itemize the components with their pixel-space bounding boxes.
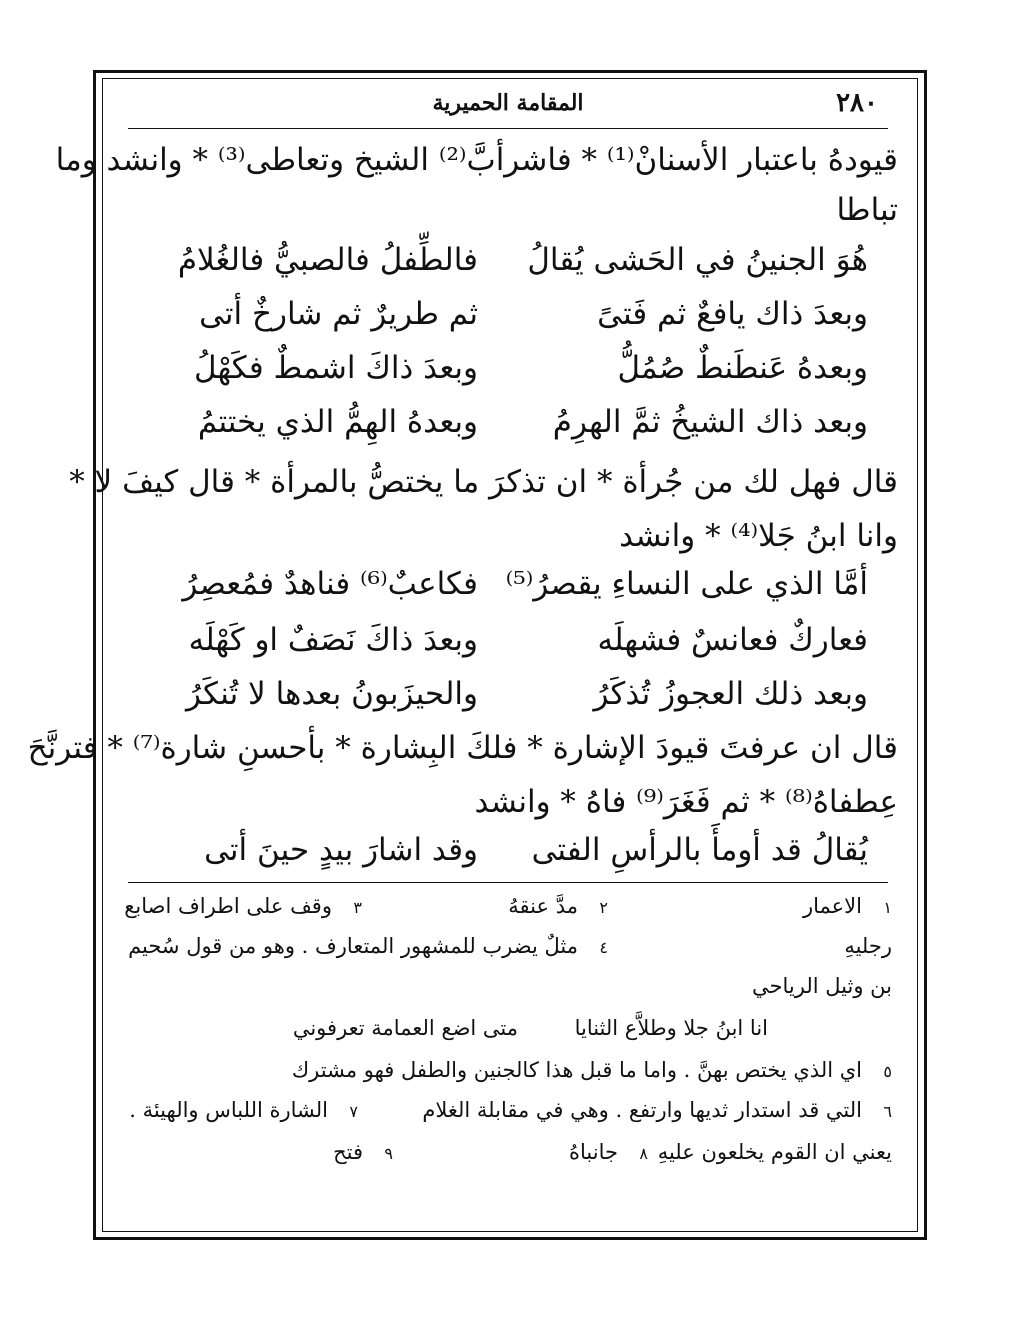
- verse-hemistich-second: فالطِّفلُ فالصبيُّ فالغُلامُ: [177, 242, 478, 278]
- footnote-text: فتح: [333, 1140, 363, 1164]
- footnote-number: ٩: [384, 1144, 393, 1163]
- footnote-text: اي الذي يختص بهنَّ . واما ما قبل هذا كالجنين والطفل فهو مشترك: [291, 1058, 862, 1082]
- verse-hemistich-second: وبعدهُ الهِمُّ الذي يختتمُ: [197, 404, 478, 440]
- footnote-row: [118, 1058, 898, 1098]
- verse-hemistich-first: أمَّا الذي على النساءِ يقصرُ⁽⁵⁾: [505, 566, 868, 602]
- page-content: [27, 82, 898, 1222]
- footnote-text: مثلٌ يضرب للمشهور المتعارف . وهو من قول سُحيم: [128, 934, 578, 958]
- footnote-8: [569, 1140, 648, 1164]
- footnote-7-continuation: يعني ان القوم يخلعون عليهِ: [657, 1140, 892, 1164]
- verse-hemistich-second: فكاعبٌ⁽⁶⁾ فناهدٌ فمُعصِرُ: [182, 566, 478, 602]
- footnote-number: ٤: [599, 938, 608, 957]
- prose-line: قال ان عرفتَ قيودَ الإشارة * فلكَ البِشارة * بأحسنِ شارة⁽⁷⁾ * فترنَّحَ: [27, 730, 898, 766]
- verse-hemistich-first: فعاركٌ فعانسٌ فشهلَه: [597, 622, 868, 658]
- prose-line: وانا ابنُ جَلا⁽⁴⁾ * وانشد: [619, 518, 898, 554]
- page-number: ٢٨٠: [836, 88, 878, 118]
- verse-hemistich-first: وبعدهُ عَنطَنطٌ صُمُلُّ: [617, 350, 868, 386]
- verse-line: [148, 242, 868, 286]
- footnote-rule: [128, 882, 888, 883]
- footnote-4-continuation: [118, 974, 898, 998]
- prose-line: عِطفاهُ⁽⁸⁾ * ثم فَغَرَ⁽⁹⁾ فاهُ * وانشد: [474, 784, 898, 820]
- verse-hemistich-second: والحيزَبونُ بعدها لا تُنكَرُ: [185, 676, 478, 712]
- footnote-row: [118, 934, 898, 974]
- footnote-number: ٦: [883, 1102, 892, 1121]
- verse-line: [148, 404, 868, 448]
- verse-hemistich-first: هُوَ الجنينُ في الحَشى يُقالُ: [527, 242, 868, 278]
- verse-line: [148, 622, 868, 666]
- footnote-7: [129, 1098, 358, 1122]
- footnote-text: الاعمار: [802, 894, 862, 918]
- verse-line: [148, 296, 868, 340]
- verse-hemistich-second: وبعدَ ذاكَ نَصَفٌ او كَهْلَه: [188, 622, 478, 658]
- verse-hemistich-first: وبعدَ ذاك يافعٌ ثم فَتىً: [597, 296, 868, 332]
- footnote-number: ٢: [599, 898, 608, 917]
- footnote-number: ٧: [349, 1102, 358, 1121]
- footnote-3: [124, 894, 362, 918]
- verse-hemistich-first: وبعد ذلك العجوزُ تُذكَرُ: [593, 676, 868, 712]
- verse-hemistich-second: متى اضع العمامة تعرفوني: [292, 1016, 518, 1040]
- footnote-row: [118, 894, 898, 934]
- verse-hemistich-first: يُقالُ قد أومأَ بالرأسِ الفتى: [531, 832, 868, 868]
- verse-hemistich-second: ثم طريرٌ ثم شارخٌ أتى: [199, 296, 478, 332]
- footnote-row: [118, 1140, 898, 1180]
- footnote-4: [128, 934, 608, 958]
- footnote-number: ٨: [639, 1144, 648, 1163]
- verse-line: [148, 676, 868, 720]
- footnote-number: ٣: [353, 898, 362, 917]
- footnote-text: الشارة اللباس والهيئة .: [129, 1098, 328, 1122]
- footnote-6: [422, 1098, 892, 1122]
- footnote-text: جانباهُ: [569, 1140, 618, 1164]
- prose-line: قال فهل لك من جُرأة * ان تذكرَ ما يختصُّ بالمرأة * قال كيفَ لا *: [69, 464, 898, 500]
- page-header: [118, 82, 898, 124]
- verse-line: [148, 566, 868, 610]
- verse-line: [148, 350, 868, 394]
- verse-hemistich-first: وبعد ذاك الشيخُ ثمَّ الهرِمُ: [552, 404, 868, 440]
- footnote-5: [292, 1058, 892, 1082]
- footnote-text: وقف على اطراف اصابع: [124, 894, 332, 918]
- footnote-row: [118, 1098, 898, 1138]
- footnote-text: التي قد استدار ثديها وارتفع . وهي في مقابلة الغلام: [422, 1098, 862, 1122]
- footnote-number: ٥: [883, 1062, 892, 1081]
- running-title: المقامة الحميرية: [432, 90, 584, 116]
- verse-hemistich-second: وقد اشارَ بيدٍ حينَ أتى: [204, 832, 478, 868]
- verse-hemistich-first: انا ابنُ جلا وطلاَّع الثنايا: [574, 1016, 768, 1040]
- verse-hemistich-second: وبعدَ ذاكَ اشمطٌ فكَهْلُ: [194, 350, 478, 386]
- footnote-2: [508, 894, 608, 918]
- verse-line: [148, 832, 868, 876]
- footnote-9: [333, 1140, 393, 1164]
- prose-line: تباطا: [836, 192, 898, 228]
- header-rule: [128, 128, 888, 129]
- footnote-1: [803, 894, 892, 918]
- prose-line: قيودهُ باعتبار الأسنانْ⁽¹⁾ * فاشرأبَّ⁽²⁾ الشيخ وتعاطى⁽³⁾ * وانشد وما: [55, 142, 898, 178]
- footnote-text: مدَّ عنقهُ: [508, 894, 578, 918]
- footnote-verse: [118, 1016, 898, 1056]
- footnote-3-continuation: رجليهِ: [844, 934, 892, 958]
- footnote-number: ١: [883, 898, 892, 917]
- footnote-text: بن وثيل الرياحي: [752, 974, 892, 998]
